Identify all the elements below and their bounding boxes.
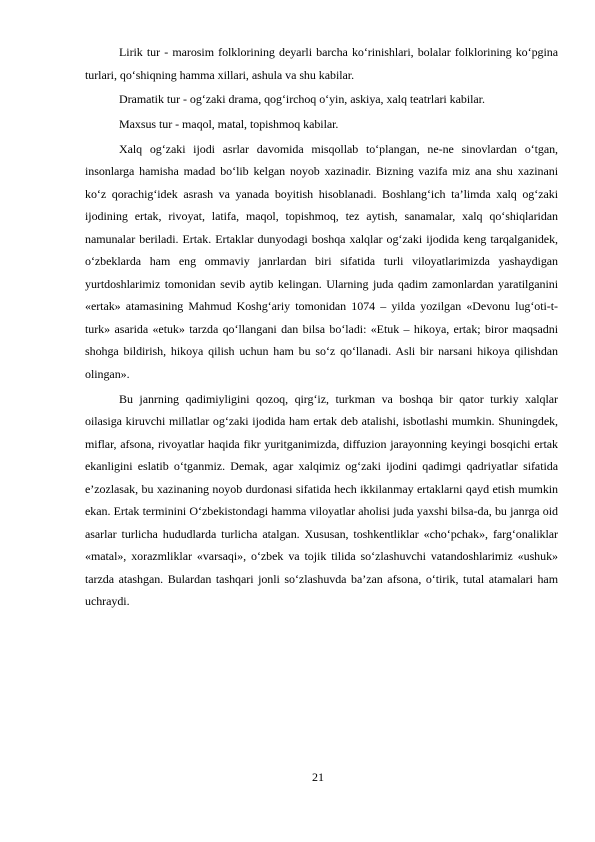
paragraph-dramatic-genre: Dramatik tur - og‘zaki drama, qog‘irchoq o‘yin, askiya, xalq teatrlari kabilar. bbox=[119, 92, 485, 107]
document-body bbox=[85, 41, 558, 615]
paragraph-genre-antiquity: Bu janrning qadimiyligini qozoq, qirg‘iz, turkman va boshqa bir qator turkiy xalqlar oilasiga kiruvchi millatlar og‘zaki ijodida ham ertak deb atalishi, isbotlashi mumkin. Shuningdek, miflar, afsona, rivoyatlar haqida fikr yuritganimizda, diffuzion jarayonning keyingi bosqichi ertak ekanligini eslatib o‘tganmiz. Demak, agar xalqimiz og‘zaki ijodini qadimgi qadriyatlar sifatida e’zozlasak, bu xazinaning noyob durdonasi sifatida hech ikkilanmay ertaklarni qayd etish mumkin ekan. Ertak terminini O‘zbekistondagi hamma viloyatlar aholisi juda yaxshi bilsa-da, bu janrga oid asarlar turlicha hududlarda turlicha atalgan. Xususan, toshkentliklar «cho‘pchak», farg‘onaliklar «matal», xorazmliklar «varsaqi», o‘zbek va tojik tilida so‘zlashuvchi vatandoshlarimiz «ushuk» tarzda atashgan. Bulardan tashqari jonli so‘zlashuvda ba’zan afsona, o‘tirik, tutal atamalari ham uchraydi. bbox=[85, 391, 558, 609]
paragraph-lyric-genre: Lirik tur - marosim folklorining deyarli barcha ko‘rinishlari, bolalar folklorining ko‘pgina turlari, qo‘shiqning hamma xillari, ashula va shu kabilar. bbox=[85, 45, 558, 82]
page-number: 21 bbox=[312, 770, 324, 784]
paragraph-special-genre: Maxsus tur - maqol, matal, topishmoq kabilar. bbox=[119, 117, 339, 132]
paragraph-folk-oral-creativity: Xalq og‘zaki ijodi asrlar davomida misqollab to‘plangan, ne-ne sinovlardan o‘tgan, insonlarga hamisha madad bo‘lib kelgan noyob xazinadir. Bizning vazifa miz ana shu xazinani ko‘z qorachig‘idek asrash va yanada boyitish hisoblanadi. Boshlang‘ich ta’limda xalq og‘zaki ijodining ertak, rivoyat, latifa, maqol, topishmoq, tez aytish, sanamalar, xalq qo‘shiqlaridan namunalar beriladi. Ertak. Ertaklar dunyodagi boshqa xalqlar og‘zaki ijodida keng tarqalganidek, o‘zbeklarda ham eng ommaviy janrlardan biri sifatida turli viloyatlarimizda yashaydigan yurtdoshlarimiz tomonidan sevib aytib kelingan. Ularning juda qadim zamonlardan yaratilganini «ertak» atamasining Mahmud Koshg‘ariy tomonidan 1074 – yilda yozilgan «Devonu lug‘oti-t-turk» asarida «etuk» tarzda qo‘llangani dan bilsa bo‘ladi: «Etuk – hikoya, ertak; biror maqsadni shohga bildirish, hikoya qilish uchun ham bu so‘z qo‘llanadi. Asli bir narsani hikoya qilishdan olingan». bbox=[85, 141, 558, 381]
